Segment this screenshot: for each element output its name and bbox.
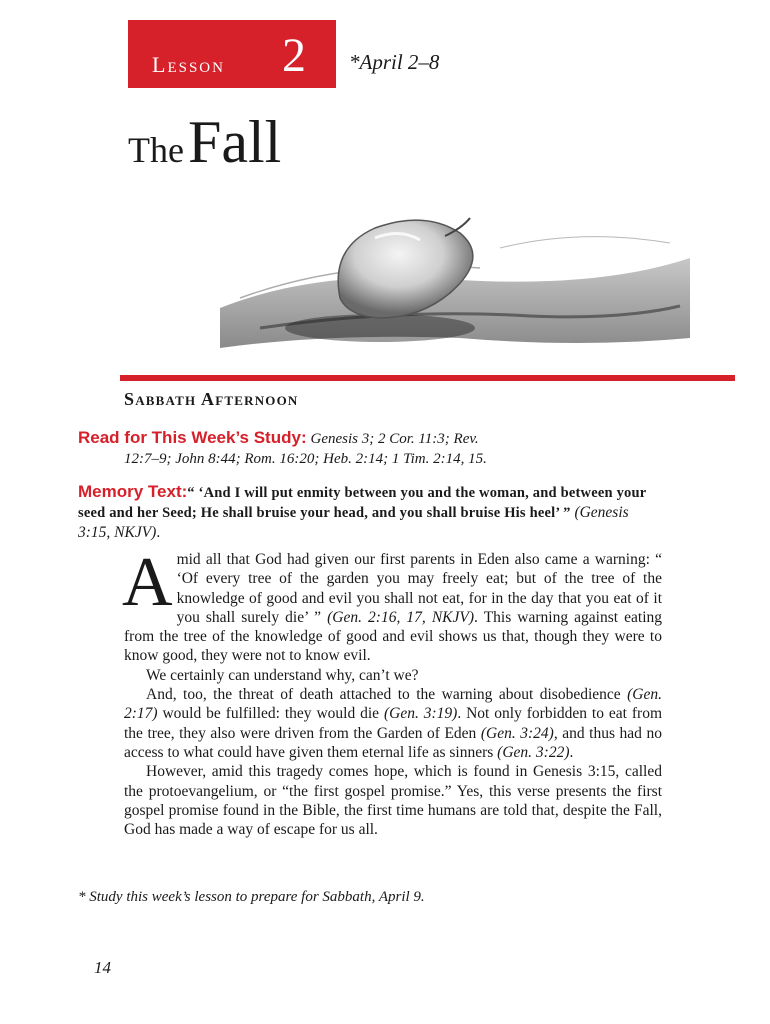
title-the: The (128, 130, 184, 170)
p3-text-e: . (569, 743, 574, 761)
read-label: Read for This Week’s Study: (78, 428, 307, 447)
section-heading: Sabbath Afternoon (124, 389, 299, 409)
footnote: * Study this week’s lesson to prepare for Sabbath, April 9. (78, 889, 425, 905)
memory-ref: (Genesis 3:15, NKJV) (78, 504, 629, 541)
paragraph-2: We certainly can understand why, can’t we? (146, 666, 419, 684)
page-number: 14 (94, 958, 111, 977)
p1-text-b: . This warning against eating from the tree of the knowledge of good and evil shows us that, though they were to know good, they were not to know evil. (124, 608, 663, 665)
p3-text-a: And, too, the threat of death attached to the warning about disobedience (146, 686, 628, 704)
p1-ref: (Gen. 2:16, 17, NKJV) (327, 608, 475, 626)
p3-ref4: (Gen. 3:22) (497, 743, 570, 761)
memory-end: . (156, 524, 161, 541)
p3-ref2: (Gen. 3:19) (383, 705, 458, 723)
body-text (122, 544, 663, 839)
section-divider (120, 375, 735, 381)
title-fall: Fall (187, 109, 282, 175)
lesson-label: Lesson (152, 52, 225, 77)
p3-text-b: would be fulfilled: they would die (157, 705, 384, 723)
paragraph-4: However, amid this tragedy comes hope, which is found in Genesis 3:15, called the protoevangelium, or “the first gospel promise.” Yes, this verse presents the first gospel promise found in the Bible, the first time humans are told that, despite the Fall, God has made a way of escape for us all. (124, 763, 662, 839)
p3-ref3: (Gen. 3:24) (480, 724, 554, 742)
read-refs-line2: 12:7–9; John 8:44; Rom. 16:20; Heb. 2:14; 1 Tim. 2:14, 15. (124, 451, 487, 467)
p1-text-a: mid all that God had given our first parents in Eden also came a warning: “ ‘Of every tree of the garden you may freely eat; but of the tree of the knowledge of good and evil you shall not eat, for in the day that you eat of it you shall surely die’ ” (176, 551, 662, 626)
read-refs-line1: Genesis 3; 2 Cor. 11:3; Rev. (310, 431, 479, 447)
date-range: *April 2–8 (349, 50, 440, 74)
lesson-number: 2 (282, 29, 306, 82)
p3-ref1: (Gen. 2:17) (124, 686, 662, 723)
paragraph-1 (122, 544, 663, 666)
p3-text-d: , and thus had no access to what could have given them eternal life as sinners (124, 724, 662, 761)
fruit-illustration (200, 188, 700, 364)
page-title (128, 108, 281, 177)
lesson-badge (128, 20, 336, 88)
p3-text-c: . Not only forbidden to eat from the tree, they also were driven from the Garden of Eden (124, 705, 662, 742)
paragraph-3 (124, 685, 662, 762)
memory-label: Memory Text: (78, 482, 188, 501)
read-for-study (78, 428, 660, 469)
memory-verse: “ ‘And I will put enmity between you and the woman, and between your seed and her Seed; He shall bruise your head, and you shall bruise His heel’ ” (78, 485, 647, 521)
drop-cap: A (122, 544, 173, 621)
memory-text (78, 482, 660, 543)
